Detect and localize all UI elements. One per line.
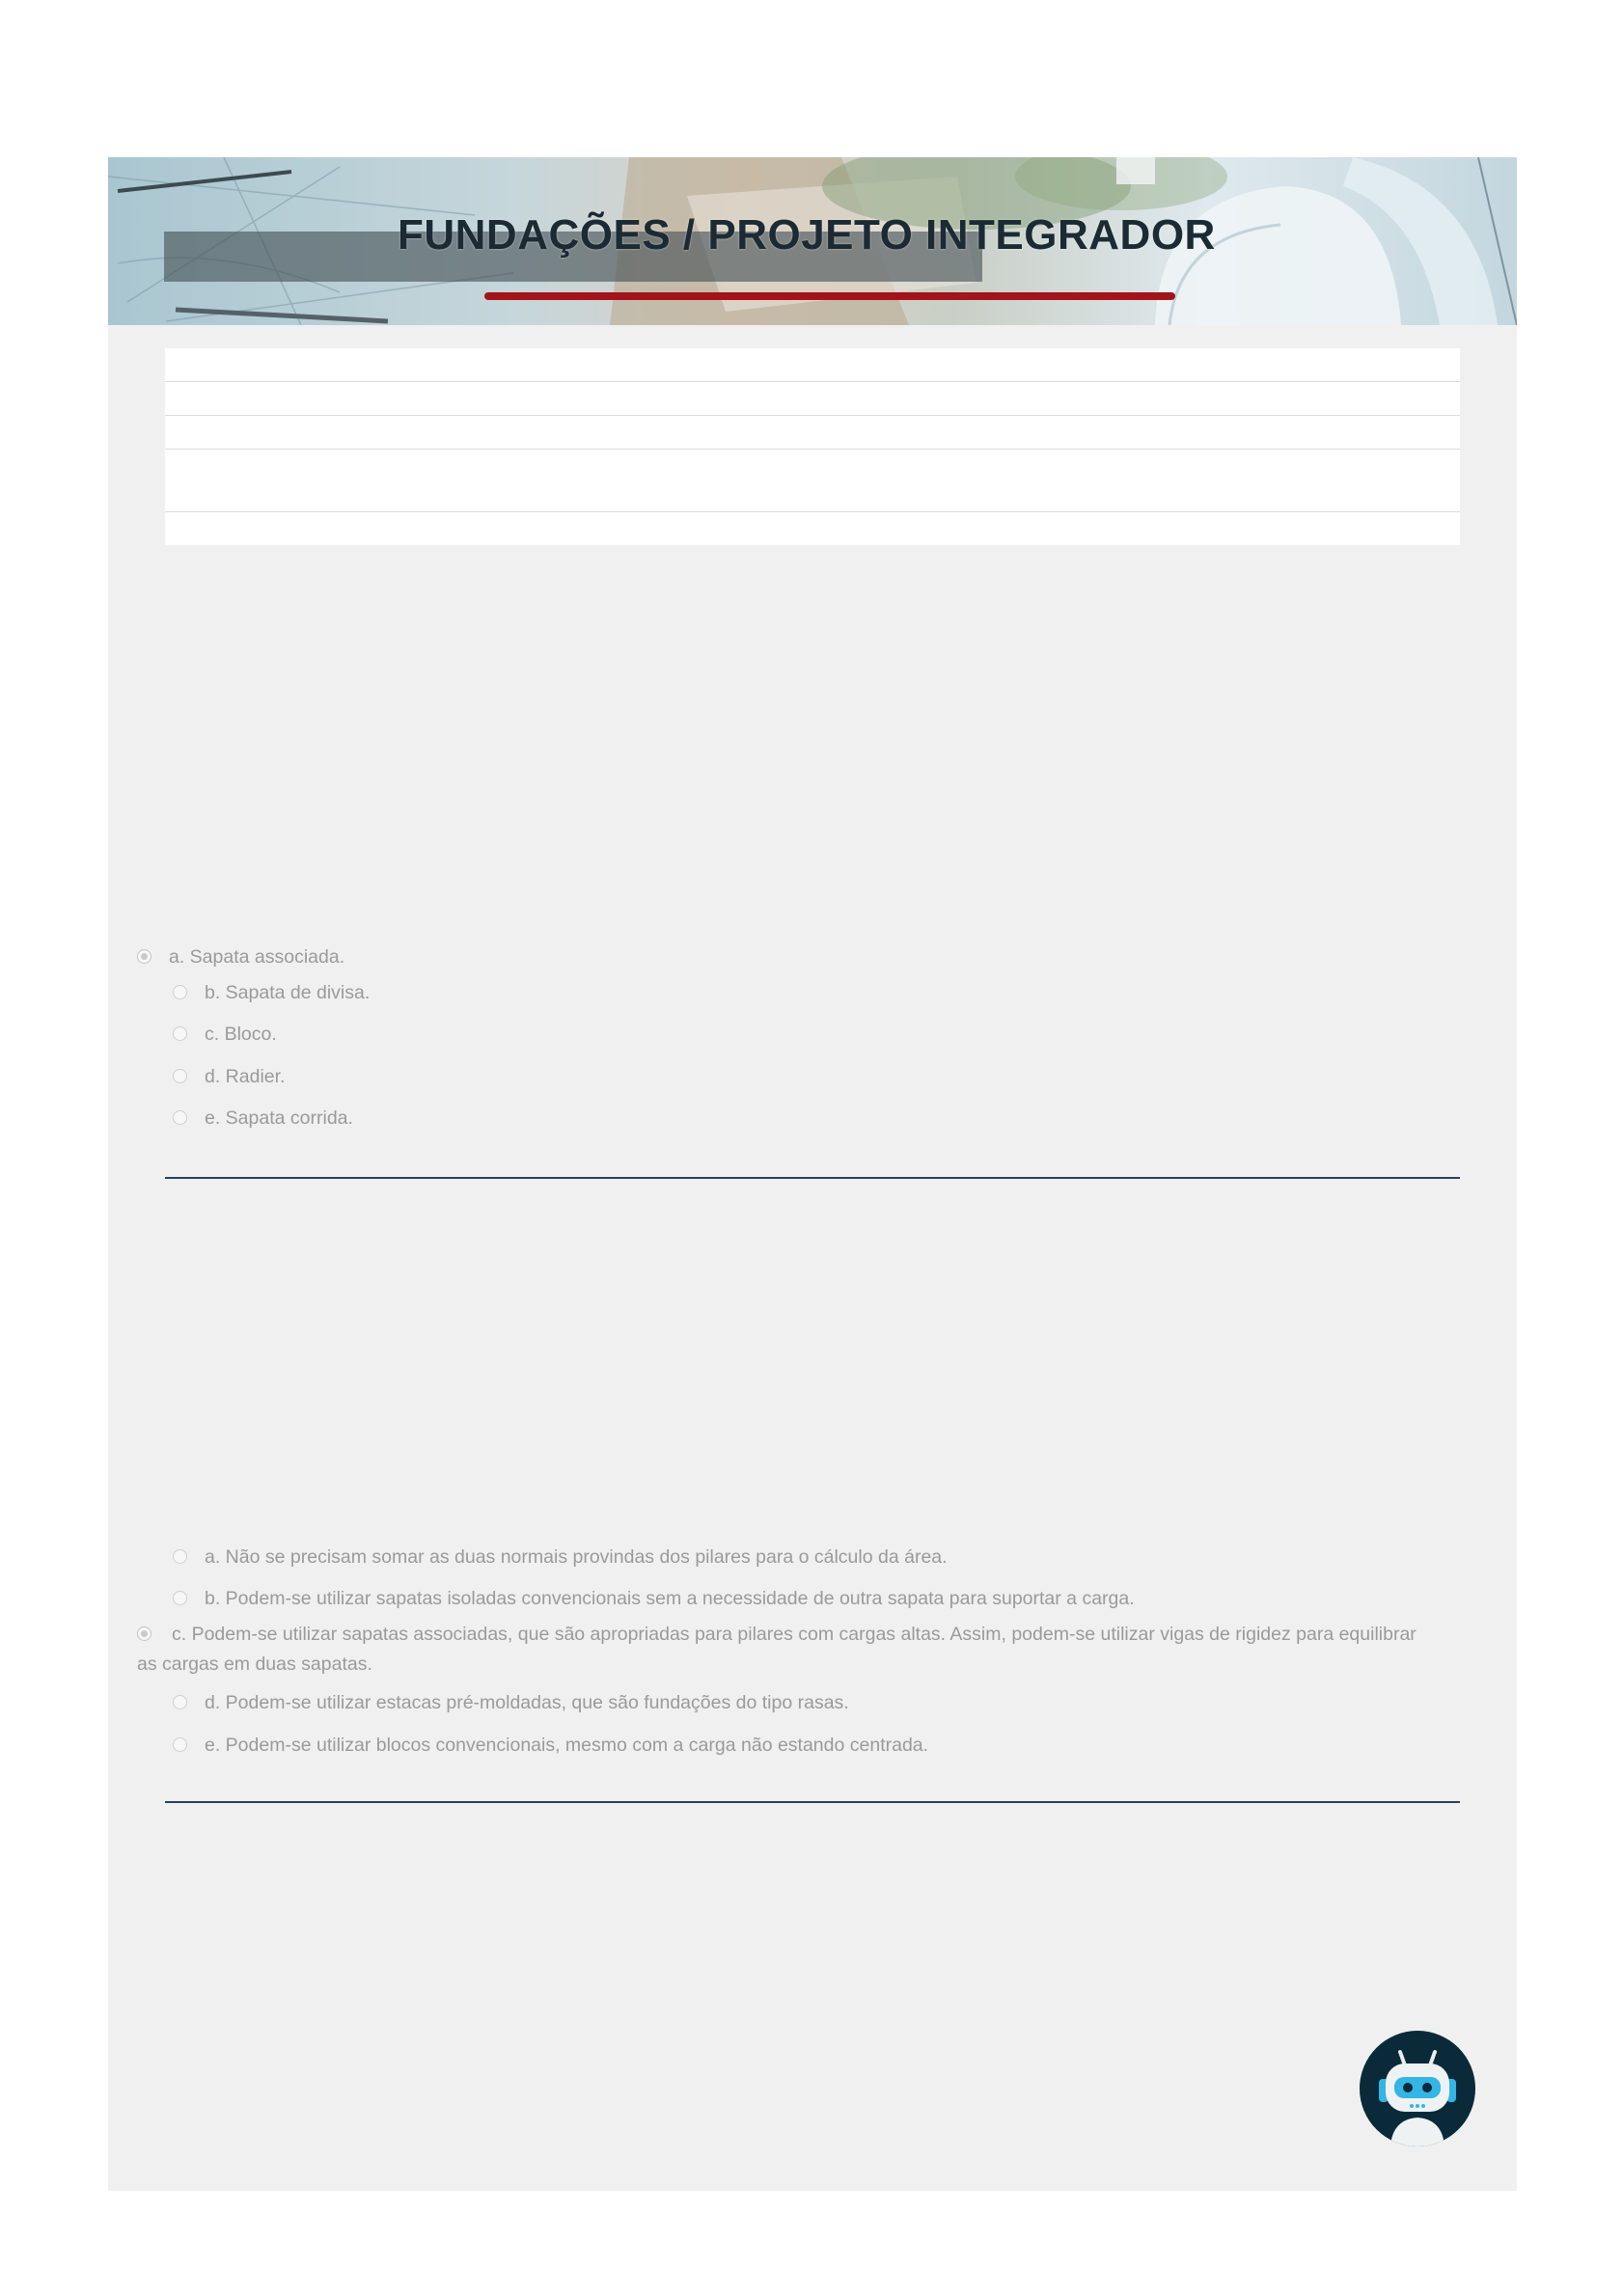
- q2-option-c-radio[interactable]: [137, 1626, 151, 1641]
- q1-option-d-label: d. Radier.: [205, 1066, 286, 1087]
- q2-option-e-radio[interactable]: [173, 1737, 187, 1752]
- info-row: [165, 382, 1460, 416]
- page-container: [108, 157, 1517, 2191]
- q1-option-b-label: b. Sapata de divisa.: [205, 982, 371, 1003]
- q2-option-e[interactable]: [173, 1731, 928, 1761]
- question-separator: [165, 1177, 1460, 1179]
- q2-option-d-radio[interactable]: [173, 1695, 187, 1709]
- banner-title: FUNDAÇÕES / PROJETO INTEGRADOR: [398, 211, 1216, 259]
- info-row: [165, 416, 1460, 450]
- q1-option-e[interactable]: [173, 1104, 353, 1134]
- q2-option-b-label: b. Podem-se utilizar sapatas isoladas convencionais sem a necessidade de outra sapata para suportar a carga.: [205, 1588, 1135, 1609]
- quiz-info-table: [165, 348, 1460, 545]
- q1-option-a-radio[interactable]: [137, 949, 151, 964]
- chatbot-button[interactable]: [1360, 2031, 1475, 2146]
- course-banner: [108, 157, 1517, 325]
- q1-option-c-radio[interactable]: [173, 1026, 187, 1041]
- q2-option-a-radio[interactable]: [173, 1549, 187, 1564]
- q1-option-e-label: e. Sapata corrida.: [205, 1107, 353, 1129]
- info-row: [165, 450, 1460, 512]
- q2-option-a-label: a. Não se precisam somar as duas normais provindas dos pilares para o cálculo da área.: [205, 1546, 948, 1568]
- q2-option-b[interactable]: [173, 1584, 1135, 1614]
- q2-option-c-label: c. Podem-se utilizar sapatas associadas, que são apropriadas para pilares com cargas altas. Assim, podem-se utilizar vigas de rigidez para equilibrar as cargas em duas sapatas.: [137, 1624, 1417, 1675]
- q1-option-c-label: c. Bloco.: [205, 1024, 277, 1045]
- q2-option-d-label: d. Podem-se utilizar estacas pré-moldadas, que são fundações do tipo rasas.: [205, 1692, 849, 1713]
- q1-option-d-radio[interactable]: [173, 1069, 187, 1083]
- q2-option-a[interactable]: [173, 1543, 948, 1572]
- q2-option-c[interactable]: [137, 1620, 1440, 1680]
- info-row: [165, 348, 1460, 382]
- q1-option-e-radio[interactable]: [173, 1110, 187, 1125]
- q1-option-b[interactable]: [173, 978, 370, 1008]
- q1-option-d[interactable]: [173, 1062, 285, 1092]
- q1-option-a[interactable]: [137, 943, 344, 972]
- q2-option-b-radio[interactable]: [173, 1591, 187, 1605]
- robot-icon: [1360, 2031, 1475, 2146]
- q1-option-c[interactable]: [173, 1020, 277, 1050]
- q1-option-b-radio[interactable]: [173, 985, 187, 999]
- banner-title-underline: [484, 292, 1175, 300]
- q1-option-a-label: a. Sapata associada.: [169, 946, 345, 968]
- q2-option-d[interactable]: [173, 1688, 849, 1718]
- info-row: [165, 512, 1460, 545]
- question-separator: [165, 1801, 1460, 1803]
- q2-option-e-label: e. Podem-se utilizar blocos convencionais, mesmo com a carga não estando centrada.: [205, 1735, 929, 1756]
